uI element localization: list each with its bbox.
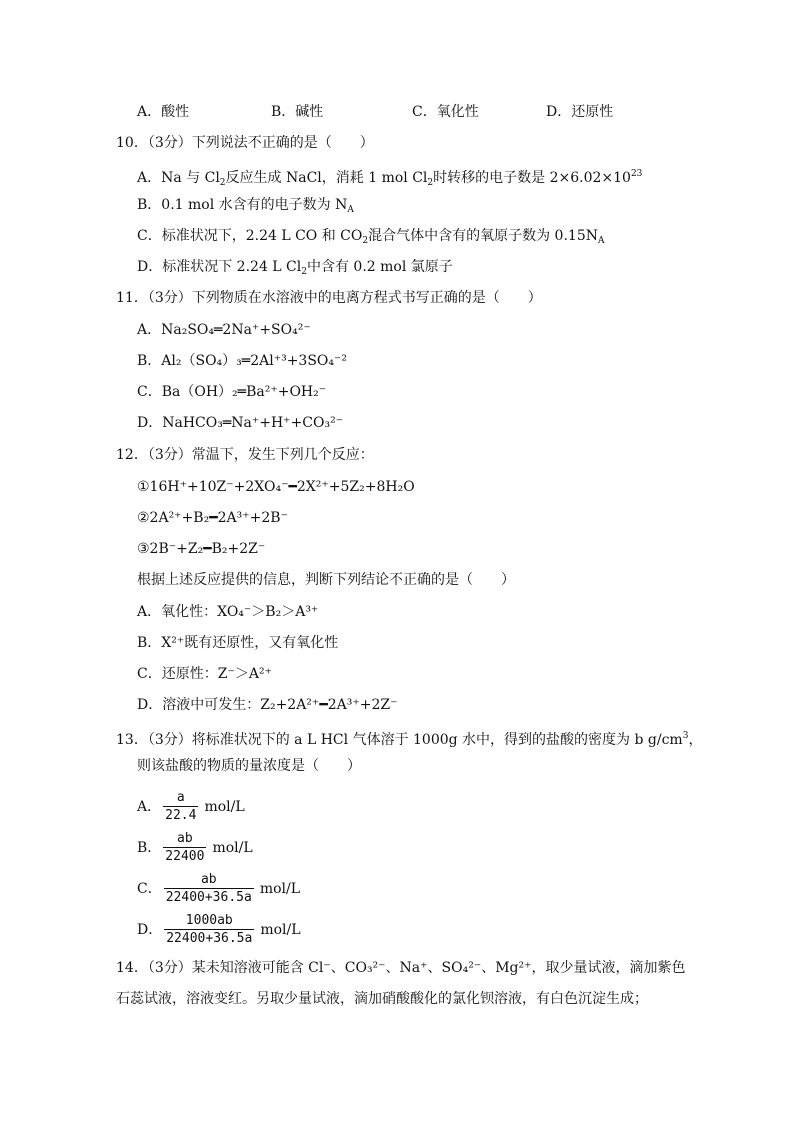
q13-option-c: C． $\frac{ab}{22400+36.5a}$ mol/L <box>137 872 301 905</box>
q11-option-d: D．NaHCO₃═Na⁺+H⁺+CO₃²⁻ <box>137 415 344 431</box>
q12-reaction-3: ③2B⁻+Z₂━B₂+2Z⁻ <box>137 541 266 557</box>
q14-stem-line1: 14．（3分）某未知溶液可能含 Cl⁻、CO₃²⁻、Na⁺、SO₄²⁻、Mg²⁺，取少量试液，滴加紫色 <box>116 960 686 976</box>
q13-option-d: D． $\frac{1000ab}{22400+36.5a}$ mol/L <box>137 913 301 946</box>
fraction: $\frac{a}{22.4}$ <box>165 790 197 823</box>
q11-option-c: C．Ba（OH）₂═Ba²⁺+OH₂⁻ <box>137 384 327 400</box>
q9-option-c: C．氧化性 <box>412 104 479 120</box>
fraction: $\frac{ab}{22400}$ <box>165 831 205 864</box>
q12-reaction-1: ①16H⁺+10Z⁻+2XO₄⁻━2X²⁺+5Z₂+8H₂O <box>137 479 415 495</box>
q10-stem: 10．（3分）下列说法不正确的是（ ） <box>116 135 374 151</box>
q12-reaction-2: ②2A²⁺+B₂━2A³⁺+2B⁻ <box>137 510 288 526</box>
q10-option-b: B．0.1 mol 水含有的电子数为 $N_A$ <box>137 197 354 215</box>
q12-question: 根据上述反应提供的信息，判断下列结论不正确的是（ ） <box>137 572 515 588</box>
q13-option-b: B． $\frac{ab}{22400}$ mol/L <box>137 831 253 864</box>
q11-option-a: A．Na₂SO₄═2Na⁺+SO₄²⁻ <box>137 322 311 338</box>
q12-option-c: C．还原性：Z⁻＞A²⁺ <box>137 666 272 682</box>
q13-option-a: A． $\frac{a}{22.4}$ mol/L <box>137 790 245 823</box>
q9-option-d: D．还原性 <box>546 104 614 120</box>
q10-option-d: D．标准状况下 2.24 L $Cl_2$中含有 0.2 mol 氯原子 <box>137 259 453 277</box>
q12-stem: 12．（3分）常温下，发生下列几个反应： <box>116 447 374 463</box>
q13-stem: 13．（3分）将标准状况下的 a L HCl 气体溶于 1000g 水中，得到的盐酸的密度为 b $g/cm^3$， <box>116 731 703 748</box>
fraction: $\frac{1000ab}{22400+36.5a}$ <box>166 913 253 946</box>
q10-option-a: A．Na 与 $Cl_2$反应生成 NaCl，消耗 1 mol $Cl_2$时转移的电子数是 $2\times 6.02\times 10^{23}$ <box>137 169 643 188</box>
q12-option-a: A．氧化性：XO₄⁻＞B₂＞A³⁺ <box>137 604 319 620</box>
q12-option-b: B．X²⁺既有还原性，又有氧化性 <box>137 635 339 651</box>
q11-stem: 11．（3分）下列物质在水溶液中的电离方程式书写正确的是（ ） <box>116 290 542 306</box>
q9-option-a: A．酸性 <box>137 104 190 120</box>
q12-option-d: D．溶液中可发生：Z₂+2A²⁺━2A³⁺+2Z⁻ <box>137 697 398 713</box>
q10-option-c: C．标准状况下，2.24 L CO 和 $CO_2$混合气体中含有的氧原子数为 $0.15N_A$ <box>137 228 605 246</box>
fraction: $\frac{ab}{22400+36.5a}$ <box>165 872 252 905</box>
q9-option-b: B．碱性 <box>271 104 324 120</box>
q11-option-b: B．Al₂（SO₄）₃═2Al⁺³+3SO₄⁻² <box>137 353 348 369</box>
q13-stem-line2: 则该盐酸的物质的量浓度是（ ） <box>137 758 361 774</box>
q9-options <box>0 102 794 122</box>
q14-stem-line2: 石蕊试液，溶液变红。另取少量试液，滴加硝酸酸化的氯化钡溶液，有白色沉淀生成； <box>116 991 648 1007</box>
